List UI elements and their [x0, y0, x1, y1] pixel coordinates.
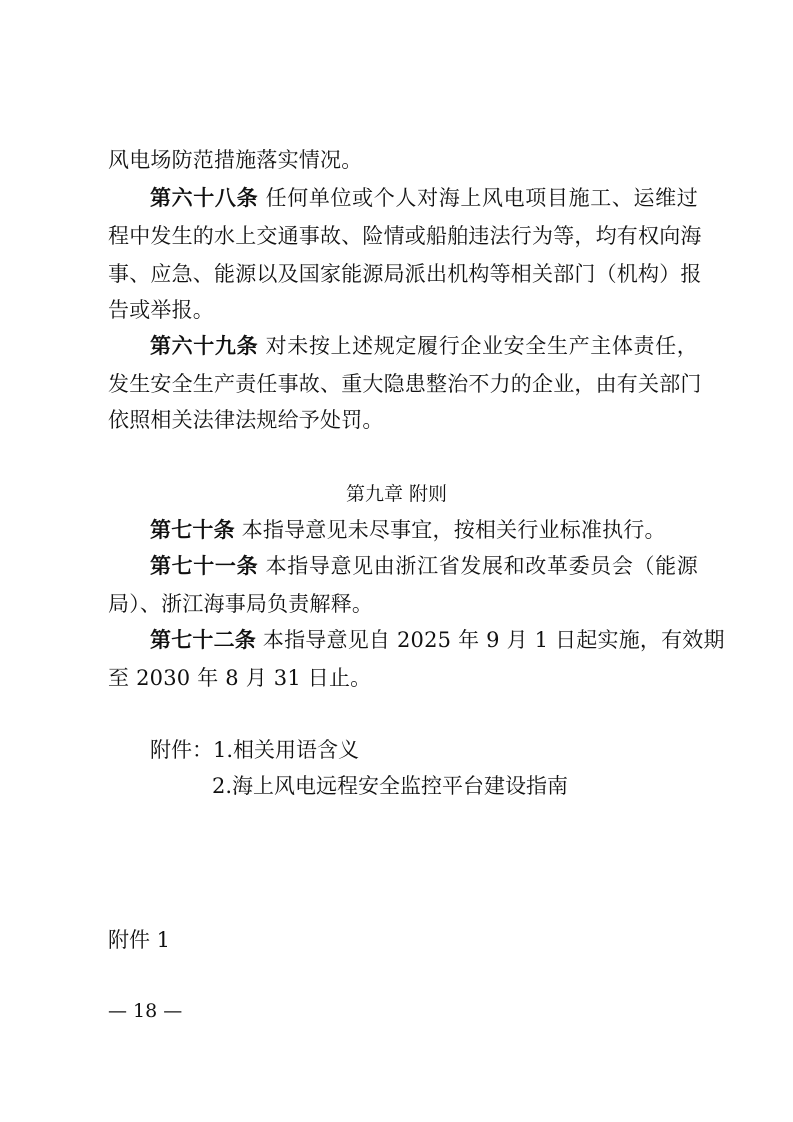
article-69-line-3: 依照相关法律法规给予处罚。	[108, 408, 384, 432]
appendix-heading: 附件 1	[108, 928, 171, 952]
article-71-line-1	[108, 548, 698, 584]
article-70-title: 第七十条	[150, 518, 235, 542]
attachments-label: 附件：	[150, 738, 213, 762]
article-68-line-1	[108, 180, 698, 216]
attachments-line-1	[150, 732, 359, 768]
article-68-line-4: 告或举报。	[108, 298, 214, 322]
article-72-text-1: 本指导意见自 2025 年 9 月 1 日起实施，有效期	[262, 628, 725, 652]
page-number: — 18 —	[108, 1000, 183, 1022]
article-68-title: 第六十八条	[150, 186, 259, 210]
article-71-line-2: 局）、浙江海事局负责解释。	[108, 592, 374, 616]
article-72-title: 第七十二条	[150, 628, 256, 652]
article-70-text: 本指导意见未尽事宜，按相关行业标准执行。	[241, 518, 666, 542]
attachment-item-1: 1.相关用语含义	[213, 738, 360, 762]
article-69-text-1: 对未按上述规定履行企业安全生产主体责任，	[265, 334, 699, 358]
paragraph-line: 风电场防范措施落实情况。	[108, 148, 363, 172]
article-71-text-1: 本指导意见由浙江省发展和改革委员会（能源	[265, 554, 699, 578]
article-69-line-2: 发生安全生产责任事故、重大隐患整治不力的企业，由有关部门	[108, 372, 702, 396]
article-70-line	[108, 512, 698, 548]
attachment-item-2: 2.海上风电远程安全监控平台建设指南	[212, 774, 569, 798]
article-71-title: 第七十一条	[150, 554, 259, 578]
article-69-title: 第六十九条	[150, 334, 259, 358]
article-72-line-2: 至 2030 年 8 月 31 日止。	[108, 666, 372, 690]
article-68-text-1: 任何单位或个人对海上风电项目施工、运维过	[265, 186, 699, 210]
article-68-line-3: 事、应急、能源以及国家能源局派出机构等相关部门（机构）报	[108, 262, 702, 286]
chapter-heading: 第九章 附则	[345, 483, 448, 505]
article-72-line-1	[108, 622, 725, 658]
article-68-line-2: 程中发生的水上交通事故、险情或船舶违法行为等，均有权向海	[108, 224, 702, 248]
article-69-line-1	[108, 328, 698, 364]
